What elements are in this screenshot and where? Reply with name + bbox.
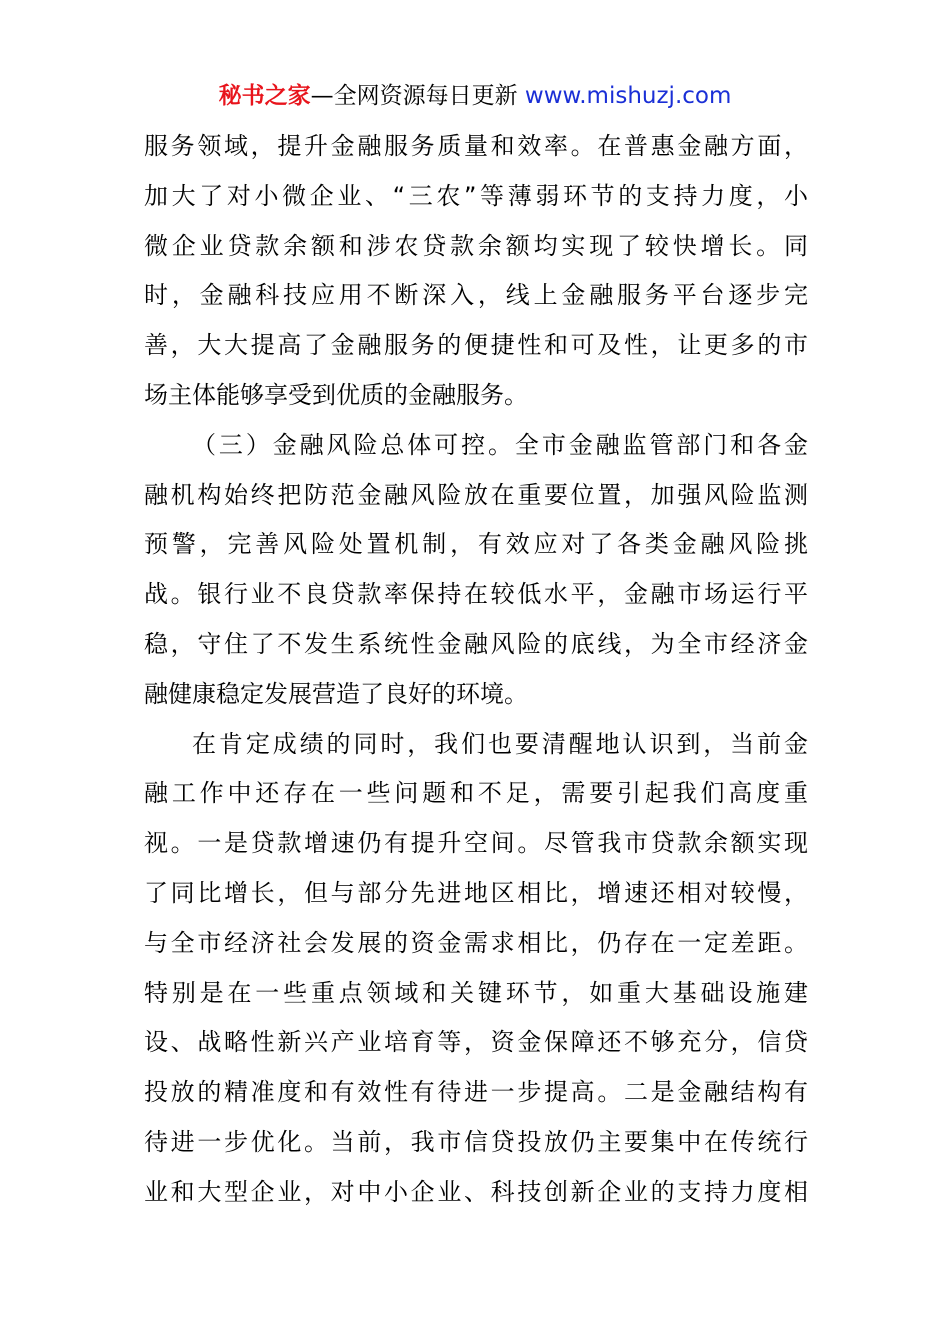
text-line: 与全市经济社会发展的资金需求相比，仍存在一定差距。	[144, 928, 808, 957]
text-line: 待进一步优化。当前，我市信贷投放仍主要集中在传统行	[144, 1127, 808, 1156]
text-line: 融健康稳定发展营造了良好的环境。	[144, 679, 528, 708]
text-line: 稳，守住了不发生系统性金融风险的底线，为全市经济金	[144, 629, 808, 658]
text-line: 了同比增长，但与部分先进地区相比，增速还相对较慢，	[144, 878, 808, 907]
text-line: 特别是在一些重点领域和关键环节，如重大基础设施建	[144, 978, 808, 1007]
body-text	[144, 122, 808, 1218]
header-site-link[interactable]: www.mishuzj.com	[524, 83, 732, 109]
text-line: 场主体能够享受到优质的金融服务。	[144, 380, 528, 409]
text-line: 服务领域，提升金融服务质量和效率。在普惠金融方面，	[144, 132, 808, 160]
text-line: 微企业贷款余额和涉农贷款余额均实现了较快增长。同	[144, 231, 808, 260]
paragraph-start-line: 在肯定成绩的同时，我们也要清醒地认识到，当前金	[192, 729, 808, 758]
text-line: 战。银行业不良贷款率保持在较低水平，金融市场运行平	[144, 580, 808, 609]
text-line: 善，大大提高了金融服务的便捷性和可及性，让更多的市	[144, 331, 808, 360]
text-line: 预警，完善风险处置机制，有效应对了各类金融风险挑	[144, 530, 808, 559]
text-line: 业和大型企业，对中小企业、科技创新企业的支持力度相	[144, 1177, 808, 1206]
header-tagline: —全网资源每日更新	[310, 83, 525, 109]
paragraph-start-line: （三）金融风险总体可控。全市金融监管部门和各金	[192, 430, 808, 459]
text-line: 融工作中还存在一些问题和不足，需要引起我们高度重	[144, 779, 808, 808]
text-line: 投放的精准度和有效性有待进一步提高。二是金融结构有	[144, 1078, 808, 1107]
text-line: 设、战略性新兴产业培育等，资金保障还不够充分，信贷	[144, 1028, 808, 1057]
text-line: 加大了对小微企业、“三农”等薄弱环节的支持力度，小	[144, 181, 808, 210]
text-line: 融机构始终把防范金融风险放在重要位置，加强风险监测	[144, 480, 808, 509]
page-header	[0, 80, 950, 112]
header-brand: 秘书之家	[218, 83, 311, 109]
text-line: 时，金融科技应用不断深入，线上金融服务平台逐步完	[144, 281, 808, 310]
text-line: 视。一是贷款增速仍有提升空间。尽管我市贷款余额实现	[144, 829, 808, 858]
